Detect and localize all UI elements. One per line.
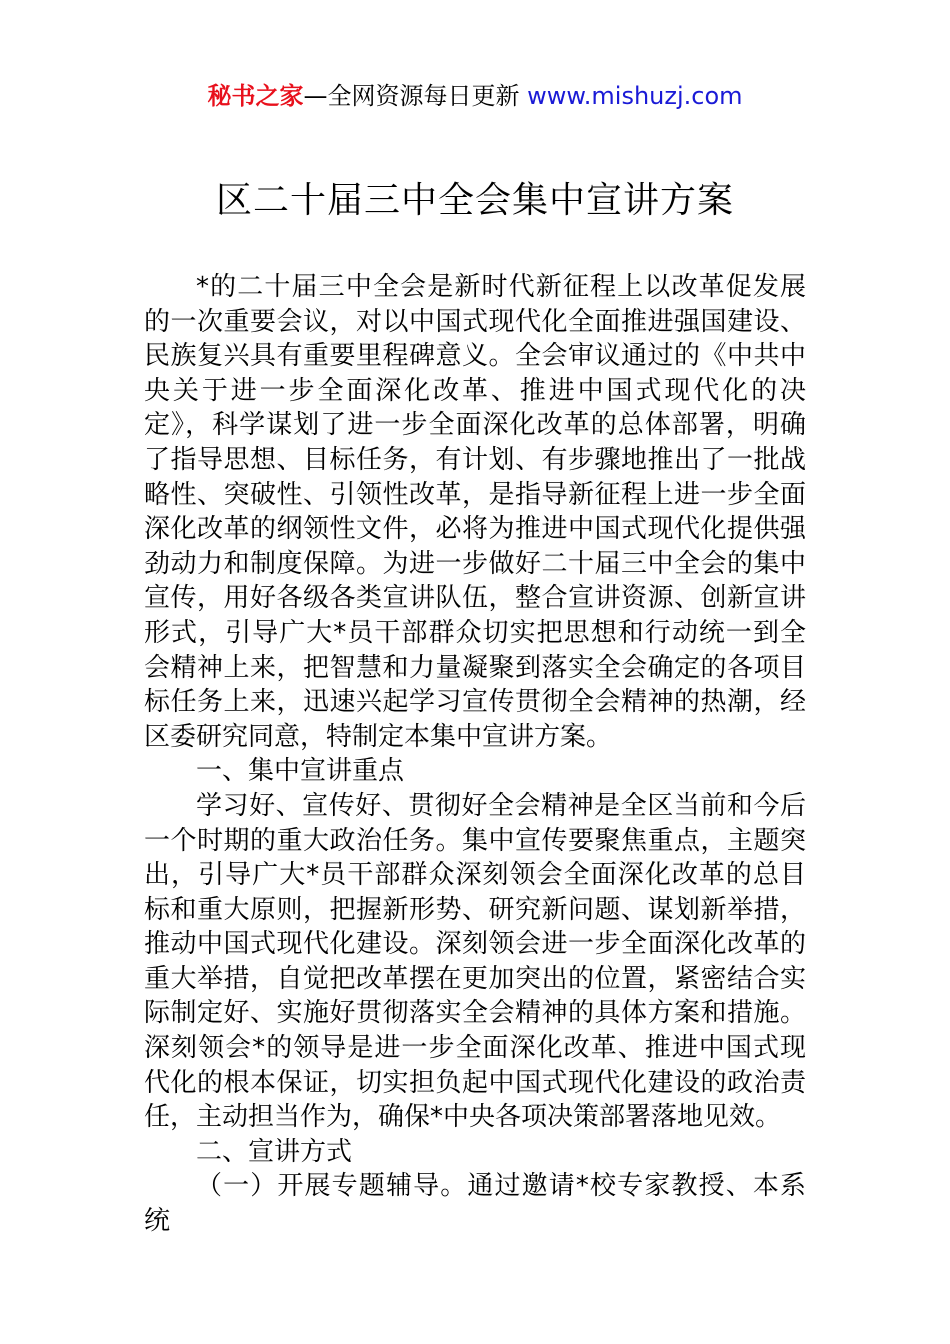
section-heading-1: 一、集中宣讲重点 [196, 756, 405, 787]
site-header [0, 80, 950, 112]
site-brand: 秘书之家 [207, 82, 304, 110]
section-heading-2: 二、宣讲方式 [196, 1136, 353, 1167]
document-title: 区二十届三中全会集中宣讲方案 [215, 180, 734, 221]
site-url-link[interactable]: www.mishuzj.com [527, 82, 743, 110]
intro-paragraph: *的二十届三中全会是新时代新征程上以改革促发展的一次重要会议，对以中国式现代化全面推进强国建设、民族复兴具有重要里程碑意义。全会审议通过的《中共中央关于进一步全面深化改革、推进中国式现代化的决定》，科学谋划了进一步全面深化改革的总体部署，明确了指导思想、目标任务，有计划、有步骤地推出了一批战略性、突破性、引领性改革，是指导新征程上进一步全面深化改革的纲领性文件，必将为推进中国式现代化提供强劲动力和制度保障。为进一步做好二十届三中全会的集中宣传，用好各级各类宣讲队伍，整合宣讲资源、创新宣讲形式，引导广大*员干部群众切实把思想和行动统一到全会精神上来，把智慧和力量凝聚到落实全会确定的各项目标任务上来，迅速兴起学习宣传贯彻全会精神的热潮，经区委研究同意，特制定本集中宣讲方案。 [144, 272, 806, 752]
subsection-paragraph-1: （一）开展专题辅导。通过邀请*校专家教授、本系统 [144, 1171, 806, 1237]
document-body [144, 270, 806, 1239]
section-paragraph-1: 学习好、宣传好、贯彻好全会精神是全区当前和今后一个时期的重大政治任务。集中宣传要聚焦重点，主题突出，引导广大*员干部群众深刻领会全面深化改革的总目标和重大原则，把握新形势、研究新问题、谋划新举措，推动中国式现代化建设。深刻领会进一步全面深化改革的重大举措，自觉把改革摆在更加突出的位置，紧密结合实际制定好、实施好贯彻落实全会精神的具体方案和措施。深刻领会*的领导是进一步全面深化改革、推进中国式现代化的根本保证，切实担负起中国式现代化建设的政治责任，主动担当作为，确保*中央各项决策部署落地见效。 [144, 790, 806, 1133]
site-tagline: —全网资源每日更新 [303, 82, 528, 110]
